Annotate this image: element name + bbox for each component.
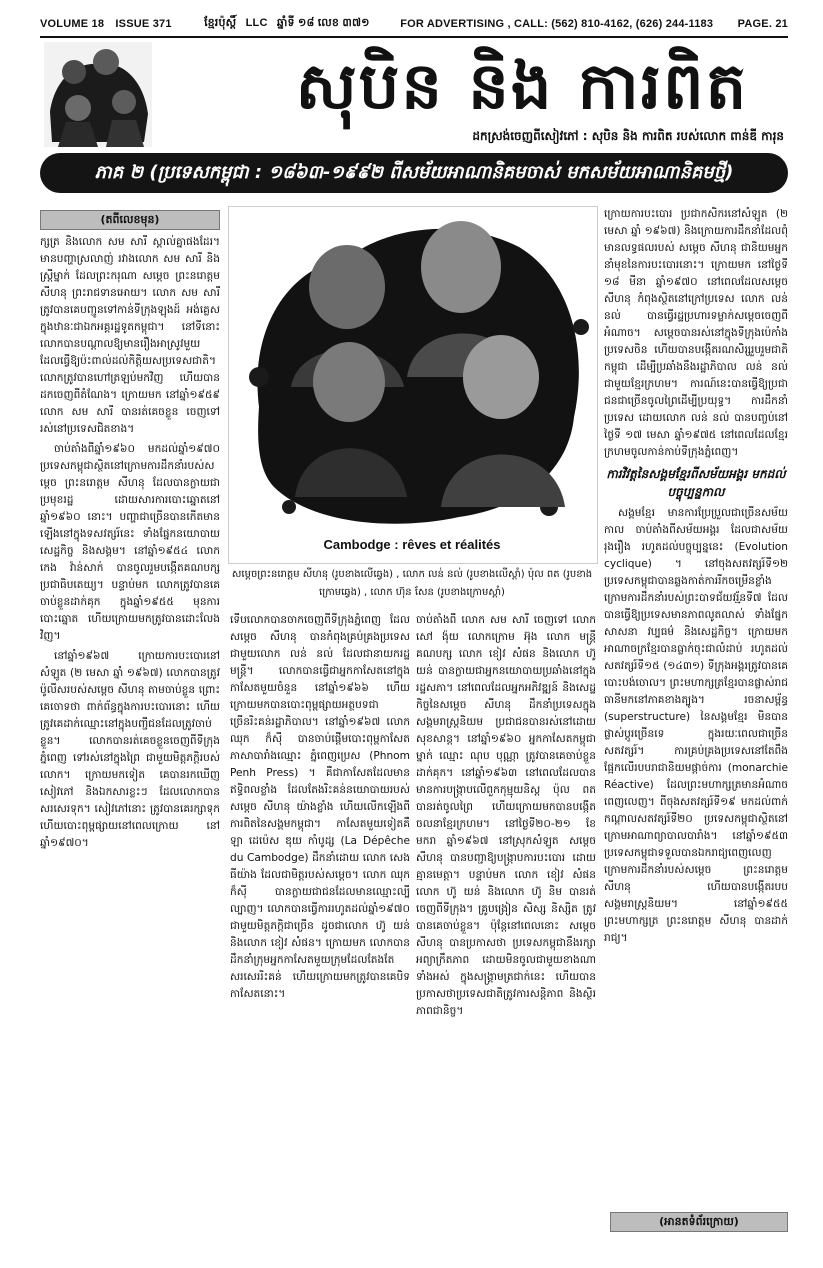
column-left-paragraph: ចាប់តាំងពីឆ្នាំ១៩៦០ មកដល់ឆ្នាំ១៩៧០ ប្រទេសកម្ពុជាស្ថិតនៅក្រោមការដឹកនាំរបស់សម្តេច ព្រះនរោត្តម សីហនុ ដែលបានក្លាយជាប្រមុខរដ្ឋ ដោយសារការបោះឆ្នោតនៅឆ្នាំ១៩៦០ នោះ។ បញ្ហាជាច្រើនបានកើតមានឡើងនៅក្នុងទសវត្សរ៍នេះ ទាំងផ្នែកនយោបាយ សេដ្ឋកិច្ច និងសង្គម។ នៅឆ្នាំ១៩៥៤ លោក កេង វ៉ាន់សាក់ បានចូលរួមបង្កើតគណបក្សប្រជាធិបតេយ្យ។ បន្ទាប់មក លោកត្រូវបានគេចាប់ខ្លួនដាក់គុក ក្នុងឆ្នាំ១៩៥៥ មុនការបោះឆ្នោត ហើយក្រោយមកត្រូវបានដោះលែងវិញ។ [40,443,220,642]
column-left [40,234,220,1244]
publisher-info [204,16,376,32]
issue-header [40,14,788,34]
section-subheading: ការវិវត្តនៃសង្គមខ្មែរពីសម័យអង្គរ មកដល់បច្ចុប្បន្នកាល [606,467,786,499]
photo-caption: សម្តេចព្រះនរោត្តម សីហនុ (រូបខាងលើឆ្វេង) , លោក លន់ នល់ (រូបខាងលើស្តាំ) ប៉ុល ពត (រូបខាងក្រោមឆ្វេង) , លោក ហ៊ុន សែន (រូបខាងក្រោមស្តាំ) [231,569,593,598]
column-right-paragraph: សង្គមខ្មែរ មានការប្រែប្រួលជាច្រើនសម័យកាល ចាប់តាំងពីសម័យអង្គរ ដែលជាសម័យរុងរឿង រហូតដល់បច្ចុប្បន្ននេះ (Evolution cyclique) ។ នៅចុងសតវត្សរ៍ទី១២ ប្រទេសកម្ពុជាបានឆ្លងកាត់ការរីកចម្រើនខ្លាំង ក្រោមការដឹកនាំរបស់ព្រះបាទជ័យវរ្ម័នទី៧ ដែលបានធ្វើឱ្យប្រទេសមានភាពលូតលាស់ ទាំងផ្នែកសាសនា វប្បធម៌ និងសេដ្ឋកិច្ច។ ក្រោយមកអាណាចក្រខ្មែរបានធ្លាក់ចុះជាលំដាប់ រហូតដល់សតវត្សរ៍ទី១៥ (១៤៣១) ទីក្រុងអង្គរត្រូវបានគេបោះបង់ចោល។ ព្រះមហាក្សត្រខ្មែរបានផ្លាស់រាជធានីមកនៅភាគខាងត្បូង។ រចនាសម្ព័ន្ធ (superstructure) នៃសង្គមខ្មែរ មិនបានផ្លាស់ប្តូរច្រើនទេ ក្នុងរយៈពេលជាច្រើនសតវត្សរ៍។ ការគ្រប់គ្រងប្រទេសនៅតែពឹងផ្អែកលើរបបរាជានិយមផ្តាច់ការ (monarchie Réactive) ដែលព្រះមហាក្សត្រមានអំណាចពេញលេញ។ ពីចុងសតវត្សរ៍ទី១៩ មកដល់ពាក់កណ្តាលសតវត្សរ៍ទី២០ ប្រទេសកម្ពុជាស្ថិតនៅក្រោមអាណាព្យាបាលបារាំង។ នៅឆ្នាំ១៩៥៣ ប្រទេសកម្ពុជាទទួលបានឯករាជ្យពេញលេញ ក្រោមការដឹកនាំរបស់សម្តេច ព្រះនរោត្តម សីហនុ ហើយបានបង្កើតរបបសង្គមរាស្ត្រនិយម។ នៅឆ្នាំ១៩៥៥ ព្រះមហាក្សត្រ ព្រះនរោត្តម សីហនុ បានដាក់រាជ្យ។ [604,507,788,944]
column-right-middle-paragraph: ចាប់តាំងពី លោក សម សារី ចេញទៅ លោក សៅ ង៉ុយ លោកក្រោម អ៊ុង លោក មន្ត្រីគណបក្ស លោក ខៀវ សំផន និងលោក ហ៊ូ យន់ បានក្លាយជាអ្នកនយោបាយប្រឆាំងនៅក្នុងរដ្ឋសភា។ នៅពេលដែលអ្នកអភិវឌ្ឍន៍ និងសេដ្ឋកិច្ចនៃសម្តេច សីហនុ ដឹកនាំប្រទេសក្នុងសង្គមរាស្ត្រនិយម ប្រជាជនបានរស់នៅដោយសុខសាន្ត។ នៅឆ្នាំ១៩៦០ អ្នកកាសែតកម្ពុជាម្នាក់ ឈ្មោះ ណុប បុណ្ណា ត្រូវបានគេចាប់ខ្លួនដាក់គុក។ នៅឆ្នាំ១៩៦៣ នៅពេលដែលបានមានការបង្ក្រាបលើពួកកុម្មុយនិស្ត ប៉ុល ពត បានរត់ចូលព្រៃ ហើយក្រោយមកបានបង្កើតចលនាខ្មែរក្រហម។ នៅថ្ងៃទី២០-២១ ខែ មករា ឆ្នាំ១៩៦៧ នៅស្រុកសំឡូត សម្តេច សីហនុ បានបញ្ជាឱ្យបង្ក្រាបការបះបោរ ដោយគ្មានមេត្តា។ បន្ទាប់មក លោក ខៀវ សំផន លោក ហ៊ូ យន់ និងលោក ហ៊ូ និម បានរត់ចេញពីទីក្រុង។ គ្រូបង្រៀន សិស្ស និស្សិត ត្រូវបានគេចាប់ខ្លួន។ ប៉ុន្តែនៅពេលនោះ សម្តេច សីហនុ បានប្រកាសថា ប្រទេសកម្ពុជានឹងរក្សាអព្យាក្រឹតភាព ដោយមិនចូលជាមួយខាងណាទាំងអស់ ក្នុងសង្គ្រាមត្រជាក់នេះ ហើយបានប្រកាសថាប្រទេសជាតិត្រូវការសន្តិភាព និងស្ថិរភាពជានិច្ច។ [416,614,596,1017]
column-middle [230,612,410,1244]
header-rule [40,36,788,38]
khmer-issue: ឆ្នាំទី ១៨ លេខ ៣៧១ [276,17,370,29]
leaders-collage-thumbnail [44,42,152,147]
continued-from-label: (តពីលេខមុន) [100,213,160,226]
column-right-paragraph: ក្រោយការបះបោរ ប្រជាកសិករនៅសំឡូត (២ មេសា ឆ្នាំ ១៩៦៧) និងក្រោយការដឹកនាំដែលពុំមានលទ្ធផលរបស់ សម្តេច សីហនុ ជានិយមអ្នកនាំមុខនៃការបះបោរនោះ។ ក្រោយមក នៅថ្ងៃទី ១៨ មីនា ឆ្នាំ១៩៧០ នៅពេលដែលសម្តេច សីហនុ កំពុងស្ថិតនៅក្រៅប្រទេស លោក លន់ នល់ បានធ្វើរដ្ឋប្រហារទម្លាក់សម្តេចចេញពីអំណាច។ សម្តេចបានរស់នៅក្នុងទីក្រុងប៉េកាំង ប្រទេសចិន ហើយបានបង្កើតរណសិរ្សរួបរួមជាតិកម្ពុជា ដើម្បីប្រឆាំងនឹងរដ្ឋាភិបាល លន់ នល់ ជាមួយខ្មែរក្រហម។ ការណ៍នេះបានធ្វើឱ្យប្រជាជនជាច្រើនចូលព្រៃដើម្បីប្រយុទ្ធ។ ការដឹកនាំប្រទេស ដោយលោក លន់ នល់ បានបញ្ចប់នៅថ្ងៃទី ១៧ មេសា ឆ្នាំ១៩៧៥ នៅពេលដែលខ្មែរក្រហមចូលកាន់កាប់ទីក្រុងភ្នំពេញ។ [604,208,788,458]
column-middle-paragraph: ទើបលោកបានចាកចេញពីទីក្រុងភ្នំពេញ ដែលសម្តេច សីហនុ បានកំពុងគ្រប់គ្រងប្រទេស ជាមួយលោក លន់ នល់ ដែលជានាយករដ្ឋមន្ត្រី។ លោកបានធ្វើជាអ្នកកាសែតនៅក្នុងកាសែតមួយចំនួន នៅឆ្នាំ១៩៦៦ ហើយក្រោយមកបានបោះពុម្ពផ្សាយអត្ថបទជាច្រើនរិះគន់រដ្ឋាភិបាល។ នៅឆ្នាំ១៩៦៧ លោក ឈុក ក៏សុី បានចាប់ផ្តើមបោះពុម្ពកាសែតភាសាបារាំងឈ្មោះ ភ្នំពេញប្រេស (Phnom Penh Press) ។ គឺជាកាសែតដែលមានឥទ្ធិពលខ្លាំង ដែលតែងរិះគន់នយោបាយរបស់សម្តេច សីហនុ យ៉ាងខ្លាំង ហើយលើកឡើងពីការពិតនៃសង្គមកម្ពុជា។ កាសែតមួយទៀតគឺ ឡា ដេប៉េស ឌុយ កាំបូដ្ស (La Dépêche du Cambodge) ដឹកនាំដោយ លោក សេង ធីយ៉ាង ដែលជាមិត្តរបស់សម្តេច។ លោក ឈុក ក៏សុី បានក្លាយជាជនដែលមានឈ្មោះល្បីល្បាញ។ លោកបានធ្វើការរហូតដល់ឆ្នាំ១៩៧០ ជាមួយមិត្តភក្តិជាច្រើន ដូចជាលោក ហ៊ូ យន់ និងលោក ខៀវ សំផន។ ក្រោយមក លោកបានដឹកនាំក្រុមអ្នកកាសែតមួយក្រុមដែលតែងតែសរសេររិះគន់ ហើយក្រោយមកត្រូវបានគេបិទកាសែតនោះ។ [230,614,410,1000]
advertising-contact: FOR ADVERTISING , CALL: (562) 810-4162, (626) 244-1183 [400,18,714,30]
issue-number: ISSUE 371 [115,18,172,30]
column-left-paragraph: នៅឆ្នាំ១៩៦៧ ក្រោយការបះបោរនៅសំឡូត (២ មេសា ឆ្នាំ ១៩៦៧) លោកបានត្រូវប៉ូលីសរបស់សម្តេច សីហនុ តាមចាប់ខ្លួន ព្រោះគេចោទថា ពាក់ព័ន្ធក្នុងការបះបោរនោះ ហើយត្រូវគេដាក់ឈ្មោះនៅក្នុងបញ្ជីជនដែលត្រូវចាប់ខ្លួន។ លោកបានរត់គេចខ្លួនចេញពីទីក្រុងភ្នំពេញ ទៅរស់នៅក្នុងព្រៃ ជាមួយមិត្តភក្តិរបស់លោក។ ក្រោយមកទៀត គេបានរកឃើញសៀវភៅ និងឯកសារខ្លះៗ ដែលលោកបានសរសេរទុក។ សៀវភៅនោះ ត្រូវបានគេរក្សាទុក ហើយបោះពុម្ពផ្សាយនៅពេលក្រោយ នៅឆ្នាំ១៩៧០។ [40,650,220,849]
page-number: PAGE. 21 [737,18,788,30]
collage-illustration [44,42,152,147]
publisher-brand: ខ្មែរប៉ុស្តិ៍ [204,17,237,29]
leaders-photo [228,206,598,564]
part-banner [40,153,788,193]
feature-title: សុបិន និង ការពិត [295,49,749,124]
photo-label: Cambodge : rêves et réalités [323,537,501,552]
continued-next-page-label: (អានតទំព័រក្រោយ) [659,1215,739,1228]
volume-issue [40,18,180,30]
leaders-photo-illustration [229,207,597,563]
volume-number: VOLUME 18 [40,18,105,30]
column-left-paragraph: ក្សត្រ និងលោក សម សារី ស្គាល់គ្នាផងដែរ។ មានបញ្ហាស្រលាញ់ រវាងលោក សម សារី និងស្ត្រីម្នាក់ ដែលព្រះករុណា សម្តេច ព្រះនរោត្តម សីហនុ ព្រះរាជទានអោយ។ លោក សម សារី ត្រូវបានគេបញ្ជូនទៅកាន់ទីក្រុងឡុងដ៍ អង់គ្លេស ក្នុងឋានៈជាឯកអគ្គរដ្ឋទូតកម្ពុជា។ នៅទីនោះ លោកបានបណ្តាលឱ្យមានរឿងអាស្រូវមួយ ដែលធ្វើឱ្យប៉ះពាល់ដល់កិត្តិយសប្រទេសជាតិ។ លោកត្រូវបានហៅត្រឡប់មកវិញ ហើយបានដកចេញពីតំណែង។ ក្រោយមក នៅឆ្នាំ១៩៥៩ លោក សម សារី បានរត់គេចខ្លួន ចេញទៅរស់នៅប្រទេសជិតខាង។ [40,236,220,435]
publisher-suffix: LLC [245,17,268,29]
continued-from-tag [40,210,220,230]
continued-next-page-tag [610,1212,788,1232]
feature-subtitle: ដកស្រង់ចេញពីសៀវភៅ : សុបិន និង ការពិត របស់លោក ពាន់ឌី ការុន [472,129,784,143]
column-right [604,206,788,1206]
column-right-middle [416,612,596,1244]
part-banner-text: ភាគ ២ (ប្រទេសកម្ពុជា : ១៨៦៣-១៩៩២ ពីសម័យអាណានិគមចាស់ មកសម័យអាណានិគមថ្មី) [94,161,734,183]
